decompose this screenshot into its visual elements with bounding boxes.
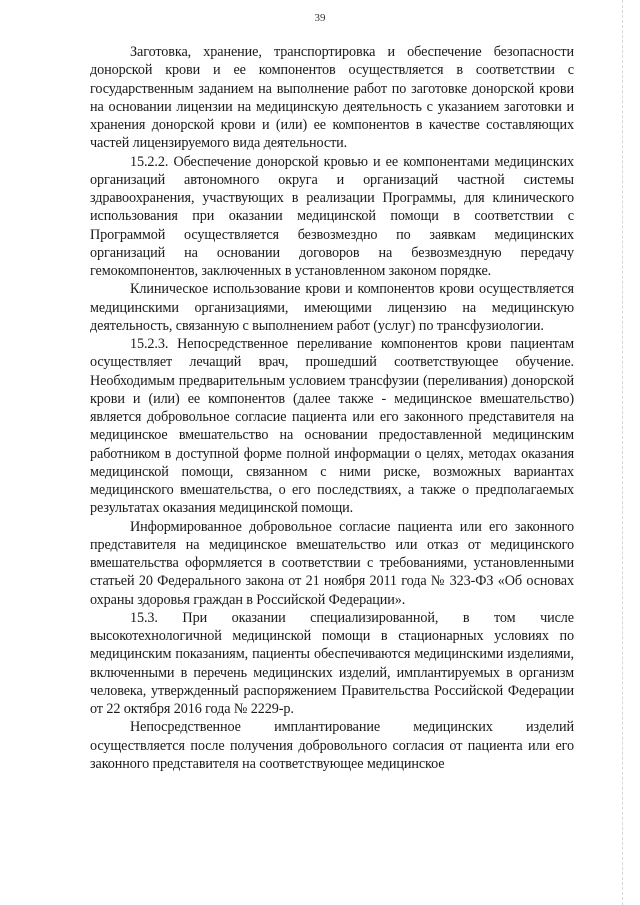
paragraph-15-3: 15.3. При оказании специализированной, в том числе высокотехнологичной медицинской помощи в стационарных условиях по медицинским показаниям, пациенты обеспечиваются медицинскими изделиями, включенными в перечень медицинских изделий, имплантируемых в организм человека, утвержденный распоряжением Правительства Российской Федерации от 22 октября 2016 года № 2229-р. xyxy=(90,609,574,717)
paragraph-15-2-2: 15.2.2. Обеспечение донорской кровью и ее компонентами медицинских организаций автономного округа и организаций частной системы здравоохранения, участвующих в реализации Программы, для клинического использования при оказании медицинской помощи в соответствии с Программой осуществляется безвозмездно по заявкам медицинских организаций на основании договоров на безвозмездную передачу гемокомпонентов, заключенных в установленном законом порядке. xyxy=(90,153,574,279)
paragraph-implantation: Непосредственное имплантирование медицинских изделий осуществляется после получения добровольного согласия от пациента или его законного представителя на соответствующее медицинское xyxy=(90,719,574,772)
scan-fold-line xyxy=(622,0,623,905)
paragraph-blood-procurement: Заготовка, хранение, транспортировка и обеспечение безопасности донорской крови и ее компонентов осуществляется в соответствии с государственным заданием на выполнение работ по заготовке донорской крови на основании лицензии на медицинскую деятельность с указанием заготовки и хранения донорской крови и (или) ее компонентов в качестве составляющих частей лицензируемого вида деятельности. xyxy=(90,44,574,152)
paragraph-clinical-use: Клиническое использование крови и компонентов крови осуществляется медицинскими организациями, имеющими лицензию на медицинскую деятельность, связанную с выполнением работ (услуг) по трансфузиологии. xyxy=(90,281,574,334)
paragraph-informed-consent: Информированное добровольное согласие пациента или его законного представителя на медицинское вмешательство или отказ от медицинского вмешательства оформляется в соответствии с требованиями, установленными статьей 20 Федерального закона от 21 ноября 2011 года № 323-ФЗ «Об основах охраны здоровья граждан в Российской Федерации». xyxy=(90,518,574,608)
paragraph-15-2-3: 15.2.3. Непосредственное переливание компонентов крови пациентам осуществляет лечащий врач, прошедший соответствующее обучение. Необходимым предварительным условием трансфузии (переливания) донорской крови и (или) ее компонентов (далее также - медицинское вмешательство) является добровольное согласие пациента или его законного представителя на медицинское вмешательство на основании предоставленной медицинским работником в доступной форме полной информации о целях, методах оказания медицинской помощи, связанном с ними риске, возможных вариантах медицинского вмешательства, о его последствиях, а также о предполагаемых результатах оказания медицинской помощи. xyxy=(90,336,574,517)
document-body xyxy=(90,43,574,773)
page-number: 39 xyxy=(314,12,326,24)
